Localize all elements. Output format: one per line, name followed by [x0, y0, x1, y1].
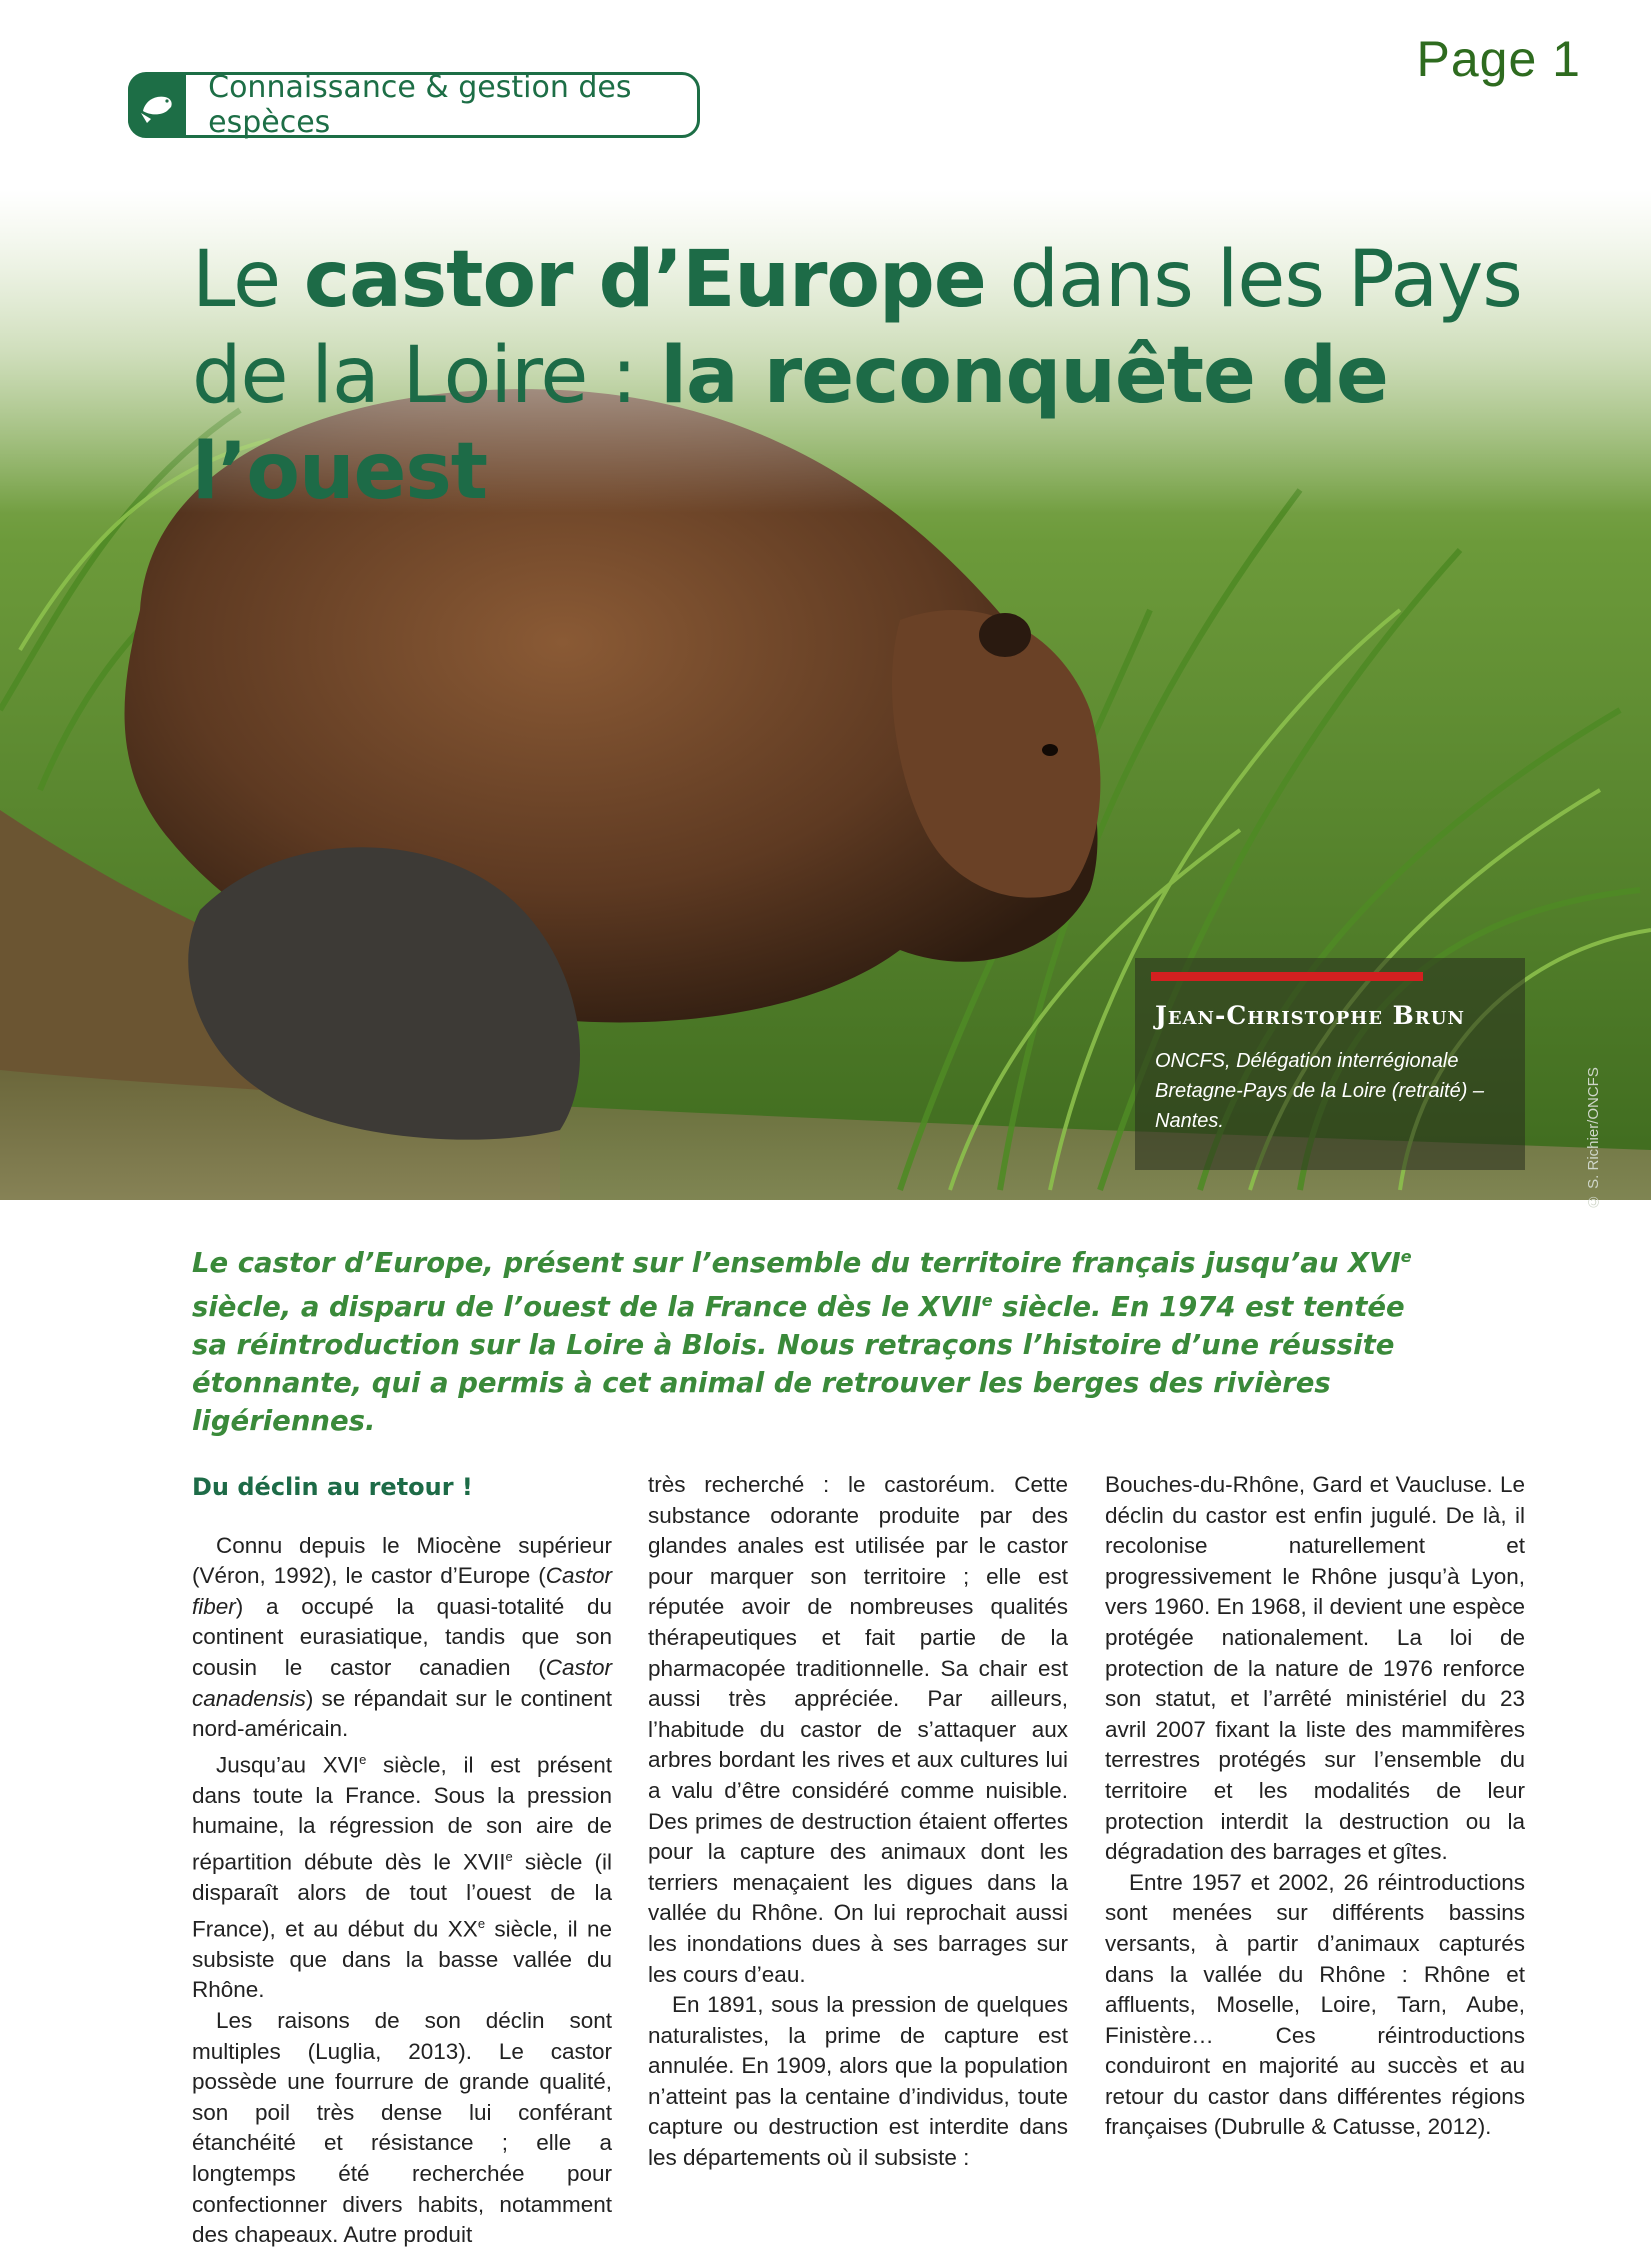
section-tab [128, 72, 700, 138]
article-subhead: Du déclin au retour ! [192, 1473, 473, 1501]
paragraph: En 1891, sous la pression de quelques naturalistes, la prime de capture est annulée. En 1909, alors que la population n’atteint pas la centaine d’individus, toute capture ou destruction est interdite dans les départements où il subsiste : [648, 1992, 1068, 2171]
article-headline: Le castor d’Europe dans les Pays de la Loire : la reconquête de l’ouest [192, 235, 1522, 518]
article-column-1 [192, 1470, 612, 2251]
photo-credit: © S. Richier/ONCFS [1585, 1067, 1602, 1210]
paragraph: Bouches-du-Rhône, Gard et Vaucluse. Le déclin du castor est enfin jugulé. De là, il recolonise naturellement et progressivement le Rhône jusqu’à Lyon, vers 1960. En 1968, il devient une espèce protégée nationalement. La loi de protection de la nature de 1976 renforce son statut, et l’arrêté ministériel du 23 avril 2007 fixant la liste des mammifères terrestres protégés sur l’ensemble du territoire et les modalités de leur protection interdit la destruction ou la dégradation des barrages et gîtes. [1105, 1472, 1525, 1865]
author-red-rule [1151, 972, 1423, 981]
author-box [1135, 958, 1525, 1170]
section-label: Connaissance & gestion des espèces [208, 70, 632, 140]
author-name: Jean-Christophe Brun [1155, 1001, 1465, 1030]
article-column-3 [1105, 1470, 1525, 2143]
author-affiliation: ONCFS, Délégation interrégionale Bretagne-Pays de la Loire (retraité) – Nantes. [1155, 1050, 1485, 1132]
beaver-silhouette-icon [128, 74, 186, 136]
paragraph: Entre 1957 et 2002, 26 réintroductions sont menées sur différents bassins versants, à partir d’animaux capturés dans la vallée du Rhône : Rhône et affluents, Moselle, Loire, Tarn, Aube, Finistère… Ces réintroductions conduiront en majorité au succès et au retour du castor dans différentes régions françaises (Dubrulle & Catusse, 2012). [1105, 1869, 1525, 2140]
page-number: Page 1 [1416, 31, 1581, 87]
paragraph: Les raisons de son déclin sont multiples (Luglia, 2013). Le castor possède une fourrure de grande qualité, son poil très dense lui conférant étanchéité et résistance ; elle a longtemps été recherchée pour confectionner divers habits, notamment des chapeaux. Autre produit [192, 2008, 612, 2248]
paragraph: très recherché : le castoréum. Cette substance odorante produite par des glandes anales est utilisée par le castor pour marquer son territoire ; elle est réputée avoir de nombreuses qualités thérapeutiques et fait partie de la pharmacopée traditionnelle. Sa chair est aussi très appréciée. Par ailleurs, l’habitude du castor de s’attaquer aux arbres bordant les rives et aux cultures lui a valu d’être considéré comme nuisible. Des primes de destruction étaient offertes pour la capture des animaux dont les terriers menaçaient les digues dans la vallée du Rhône. On lui reprochait aussi les inondations dues à ses barrages sur les cours d’eau. [648, 1472, 1068, 1987]
article-lede: Le castor d’Europe, présent sur l’ensemble du territoire français jusqu’au XVIe siècle, a disparu de l’ouest de la France dès le XVIIe siècle. En 1974 est tentée sa réintroduction sur la Loire à Blois. Nous retraçons l’histoire d’une réussite étonnante, qui a permis à cet animal de retrouver les berges des rivières ligériennes. [192, 1247, 1412, 1438]
paragraph: Connu depuis le Miocène supérieur (Véron, 1992), le castor d’Europe (Castor fiber) a occupé la quasi-totalité du continent eurasiatique, tandis que son cousin le castor canadien (Castor canadensis) se répandait sur le continent nord-américain. [192, 1532, 612, 1742]
paragraph: Jusqu’au XVIe siècle, il est présent dans toute la France. Sous la pression humaine, la régression de son aire de répartition débute dès le XVIIe siècle (il disparaît alors de tout l’ouest de la France), et au début du XXe siècle, il ne subsiste que dans la basse vallée du Rhône. [192, 1751, 612, 2003]
article-column-2 [648, 1470, 1068, 2174]
